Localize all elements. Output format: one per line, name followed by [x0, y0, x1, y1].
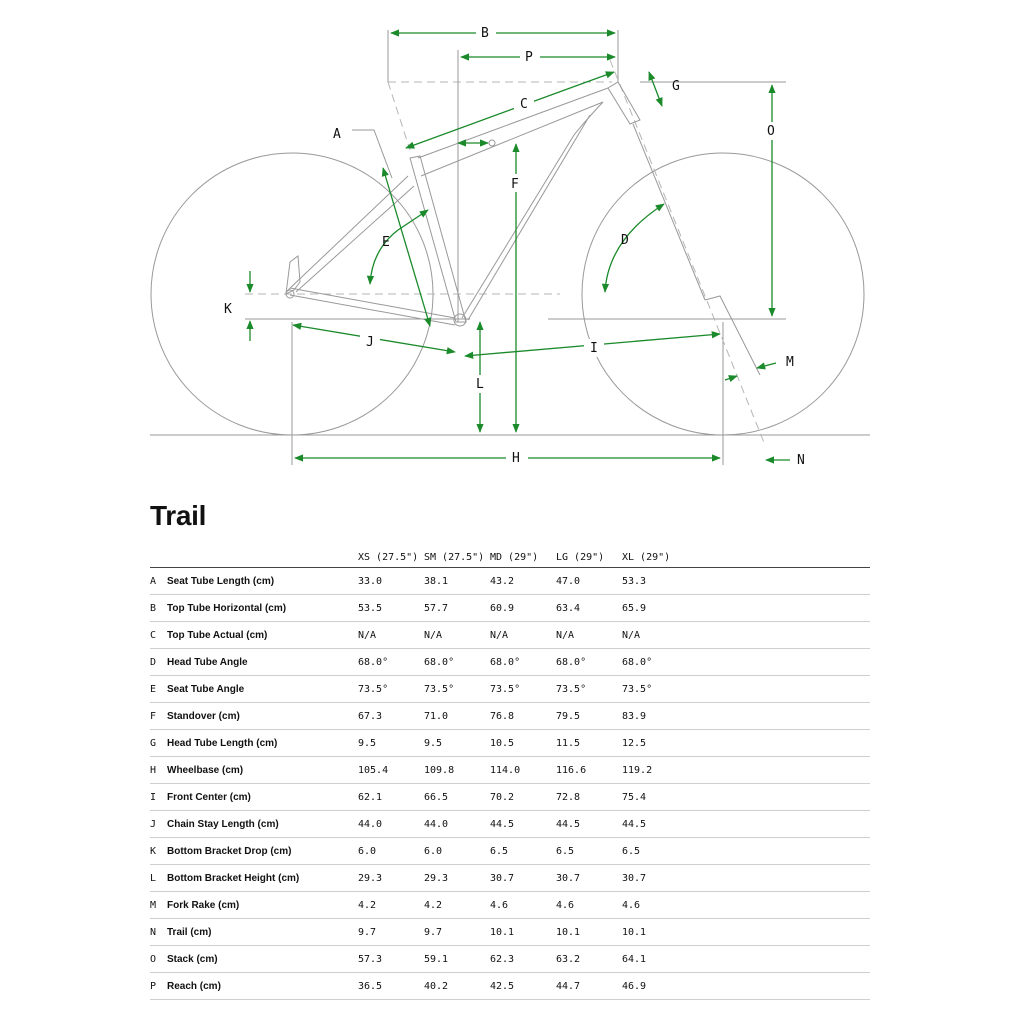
table-row — [150, 730, 870, 757]
row-spacer — [688, 919, 870, 946]
label-g: G — [672, 79, 680, 94]
row-value: 44.7 — [556, 973, 622, 1000]
row-value: 53.3 — [622, 568, 688, 595]
row-letter: H — [150, 757, 167, 784]
row-label: Stack (cm) — [167, 946, 358, 973]
diagram-labels — [224, 24, 805, 468]
table-row — [150, 811, 870, 838]
label-o: O — [767, 124, 775, 139]
row-label: Top Tube Actual (cm) — [167, 622, 358, 649]
row-value: 4.6 — [622, 892, 688, 919]
label-d: D — [621, 233, 629, 248]
row-label: Chain Stay Length (cm) — [167, 811, 358, 838]
bike-geometry-diagram — [0, 0, 1020, 480]
table-row — [150, 919, 870, 946]
row-value: 44.5 — [622, 811, 688, 838]
row-value: 68.0° — [556, 649, 622, 676]
table-row — [150, 865, 870, 892]
dim-a-arrow — [383, 168, 430, 326]
row-spacer — [688, 703, 870, 730]
dim-m-arrow — [757, 363, 776, 368]
row-value: 30.7 — [490, 865, 556, 892]
row-label: Front Center (cm) — [167, 784, 358, 811]
dim-g-arrow — [649, 72, 662, 106]
row-value: 4.2 — [424, 892, 490, 919]
label-c: C — [520, 97, 528, 112]
row-spacer — [688, 622, 870, 649]
row-value: 38.1 — [424, 568, 490, 595]
row-value: 6.0 — [358, 838, 424, 865]
row-label: Trail (cm) — [167, 919, 358, 946]
row-letter: C — [150, 622, 167, 649]
row-value: 6.0 — [424, 838, 490, 865]
header-spacer-letter — [150, 541, 167, 568]
row-letter: O — [150, 946, 167, 973]
row-value: 63.4 — [556, 595, 622, 622]
row-value: 12.5 — [622, 730, 688, 757]
row-spacer — [688, 946, 870, 973]
row-letter: B — [150, 595, 167, 622]
row-value: 46.9 — [622, 973, 688, 1000]
table-row — [150, 622, 870, 649]
label-l: L — [476, 377, 484, 392]
row-value: 72.8 — [556, 784, 622, 811]
row-value: 10.1 — [490, 919, 556, 946]
row-letter: K — [150, 838, 167, 865]
row-value: 73.5° — [490, 676, 556, 703]
row-spacer — [688, 784, 870, 811]
table-row — [150, 703, 870, 730]
row-label: Reach (cm) — [167, 973, 358, 1000]
row-value: 57.3 — [358, 946, 424, 973]
row-value: 4.6 — [556, 892, 622, 919]
frame-outline — [286, 82, 760, 375]
row-value: 79.5 — [556, 703, 622, 730]
size-header: MD (29") — [490, 541, 556, 568]
row-value: 4.2 — [358, 892, 424, 919]
row-value: 68.0° — [424, 649, 490, 676]
row-value: 73.5° — [622, 676, 688, 703]
size-header-row — [150, 541, 870, 568]
row-value: 4.6 — [490, 892, 556, 919]
row-value: 73.5° — [358, 676, 424, 703]
table-row — [150, 595, 870, 622]
row-value: 9.5 — [358, 730, 424, 757]
row-value: 44.5 — [556, 811, 622, 838]
row-value: 44.0 — [358, 811, 424, 838]
row-value: 73.5° — [424, 676, 490, 703]
row-label: Head Tube Length (cm) — [167, 730, 358, 757]
row-value: 75.4 — [622, 784, 688, 811]
row-letter: D — [150, 649, 167, 676]
row-value: 68.0° — [358, 649, 424, 676]
row-value: 10.1 — [556, 919, 622, 946]
seat-axis-dash — [388, 82, 410, 150]
row-value: 71.0 — [424, 703, 490, 730]
row-label: Fork Rake (cm) — [167, 892, 358, 919]
row-letter: N — [150, 919, 167, 946]
row-letter: I — [150, 784, 167, 811]
row-value: 40.2 — [424, 973, 490, 1000]
steering-axis-dash — [610, 60, 765, 445]
row-value: 109.8 — [424, 757, 490, 784]
row-value: N/A — [490, 622, 556, 649]
row-value: 60.9 — [490, 595, 556, 622]
row-value: N/A — [556, 622, 622, 649]
row-value: 83.9 — [622, 703, 688, 730]
row-value: N/A — [358, 622, 424, 649]
size-header: SM (27.5") — [424, 541, 490, 568]
row-value: 11.5 — [556, 730, 622, 757]
row-value: 30.7 — [622, 865, 688, 892]
size-header: XL (29") — [622, 541, 688, 568]
label-n: N — [797, 453, 805, 468]
row-spacer — [688, 568, 870, 595]
row-value: 29.3 — [424, 865, 490, 892]
row-value: 36.5 — [358, 973, 424, 1000]
row-letter: M — [150, 892, 167, 919]
row-value: 44.0 — [424, 811, 490, 838]
row-value: 9.7 — [424, 919, 490, 946]
row-value: 6.5 — [622, 838, 688, 865]
table-row — [150, 838, 870, 865]
table-row — [150, 784, 870, 811]
row-value: 44.5 — [490, 811, 556, 838]
row-value: 10.5 — [490, 730, 556, 757]
row-value: 73.5° — [556, 676, 622, 703]
label-j: J — [366, 335, 374, 350]
label-i: I — [590, 341, 598, 356]
row-value: 10.1 — [622, 919, 688, 946]
row-value: 47.0 — [556, 568, 622, 595]
row-letter: L — [150, 865, 167, 892]
header-spacer-end — [688, 541, 870, 568]
row-value: 119.2 — [622, 757, 688, 784]
dim-m-arrow-2 — [725, 376, 737, 380]
row-spacer — [688, 892, 870, 919]
row-value: 29.3 — [358, 865, 424, 892]
row-value: 105.4 — [358, 757, 424, 784]
row-value: 33.0 — [358, 568, 424, 595]
row-value: 6.5 — [556, 838, 622, 865]
row-spacer — [688, 811, 870, 838]
table-row — [150, 676, 870, 703]
row-value: 68.0° — [490, 649, 556, 676]
row-value: 65.9 — [622, 595, 688, 622]
table-row — [150, 757, 870, 784]
header-spacer-name — [167, 541, 358, 568]
row-value: 114.0 — [490, 757, 556, 784]
row-value: 30.7 — [556, 865, 622, 892]
table-row — [150, 892, 870, 919]
table-row — [150, 946, 870, 973]
row-spacer — [688, 595, 870, 622]
row-spacer — [688, 973, 870, 1000]
row-value: 66.5 — [424, 784, 490, 811]
row-label: Top Tube Horizontal (cm) — [167, 595, 358, 622]
row-value: 63.2 — [556, 946, 622, 973]
table-row — [150, 973, 870, 1000]
dim-e-arc-2 — [398, 210, 428, 230]
label-b: B — [481, 26, 489, 41]
size-header: XS (27.5") — [358, 541, 424, 568]
row-value: 68.0° — [622, 649, 688, 676]
label-k: K — [224, 302, 232, 317]
row-value: 62.3 — [490, 946, 556, 973]
row-letter: F — [150, 703, 167, 730]
row-value: 53.5 — [358, 595, 424, 622]
row-value: 9.5 — [424, 730, 490, 757]
row-label: Bottom Bracket Height (cm) — [167, 865, 358, 892]
row-label: Bottom Bracket Drop (cm) — [167, 838, 358, 865]
table-row — [150, 568, 870, 595]
label-m: M — [786, 355, 794, 370]
row-value: N/A — [424, 622, 490, 649]
row-label: Standover (cm) — [167, 703, 358, 730]
row-value: 76.8 — [490, 703, 556, 730]
label-e: E — [382, 235, 390, 250]
row-value: 42.5 — [490, 973, 556, 1000]
row-spacer — [688, 865, 870, 892]
label-h: H — [512, 451, 520, 466]
geometry-table — [150, 541, 870, 1000]
label-p: P — [525, 50, 533, 65]
dim-d-arc — [605, 204, 664, 292]
row-letter: J — [150, 811, 167, 838]
size-header: LG (29") — [556, 541, 622, 568]
row-value: 70.2 — [490, 784, 556, 811]
row-letter: G — [150, 730, 167, 757]
row-value: 67.3 — [358, 703, 424, 730]
row-value: 57.7 — [424, 595, 490, 622]
row-spacer — [688, 676, 870, 703]
row-value: 62.1 — [358, 784, 424, 811]
row-label: Seat Tube Length (cm) — [167, 568, 358, 595]
row-value: 116.6 — [556, 757, 622, 784]
row-value: 43.2 — [490, 568, 556, 595]
table-row — [150, 649, 870, 676]
row-letter: E — [150, 676, 167, 703]
row-value: 59.1 — [424, 946, 490, 973]
label-a: A — [333, 127, 341, 142]
label-f: F — [511, 177, 519, 192]
row-value: N/A — [622, 622, 688, 649]
row-letter: A — [150, 568, 167, 595]
row-label: Wheelbase (cm) — [167, 757, 358, 784]
row-value: 64.1 — [622, 946, 688, 973]
row-label: Seat Tube Angle — [167, 676, 358, 703]
row-letter: P — [150, 973, 167, 1000]
row-label: Head Tube Angle — [167, 649, 358, 676]
row-value: 9.7 — [358, 919, 424, 946]
row-spacer — [688, 757, 870, 784]
row-spacer — [688, 730, 870, 757]
row-spacer — [688, 838, 870, 865]
row-spacer — [688, 649, 870, 676]
row-value: 6.5 — [490, 838, 556, 865]
page-title: Trail — [150, 500, 207, 531]
